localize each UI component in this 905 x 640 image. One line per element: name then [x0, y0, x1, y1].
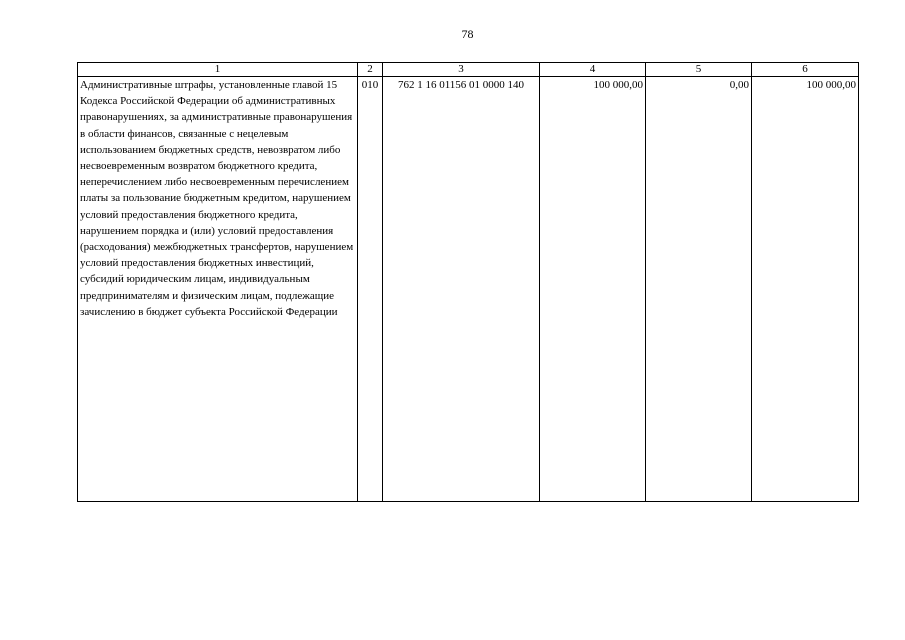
row-line-code-cell: 010 — [358, 77, 383, 502]
row-col6-cell: 100 000,00 — [752, 77, 859, 502]
table-row — [78, 77, 859, 502]
row-classification-code-cell: 762 1 16 01156 01 0000 140 — [383, 77, 540, 502]
budget-table — [77, 62, 859, 502]
column-header-5: 5 — [646, 63, 752, 77]
column-header-2: 2 — [358, 63, 383, 77]
row-col5-cell: 0,00 — [646, 77, 752, 502]
table-header-row — [78, 63, 859, 77]
column-header-3: 3 — [383, 63, 540, 77]
page-number: 78 — [461, 27, 474, 41]
row-name-cell: Административные штрафы, установленные главой 15 Кодекса Российской Федерации об административных правонарушениях, за административные правонарушения в области финансов, связанные с нецелевым использованием бюджетных средств, невозвратом либо несвоевременным возвратом бюджетного кредита, неперечислением либо несвоевременным перечислением платы за пользование бюджетным кредитом, нарушением условий предоставления бюджетного кредита, нарушением порядка и (или) условий предоставления (расходования) межбюджетных трансфертов, нарушением условий предоставления бюджетных инвестиций, субсидий юридическим лицам, индивидуальным предпринимателям и физическим лицам, подлежащие зачислению в бюджет субъекта Российской Федерации — [78, 77, 358, 502]
column-header-1: 1 — [78, 63, 358, 77]
row-col4-cell: 100 000,00 — [540, 77, 646, 502]
column-header-4: 4 — [540, 63, 646, 77]
column-header-6: 6 — [752, 63, 859, 77]
